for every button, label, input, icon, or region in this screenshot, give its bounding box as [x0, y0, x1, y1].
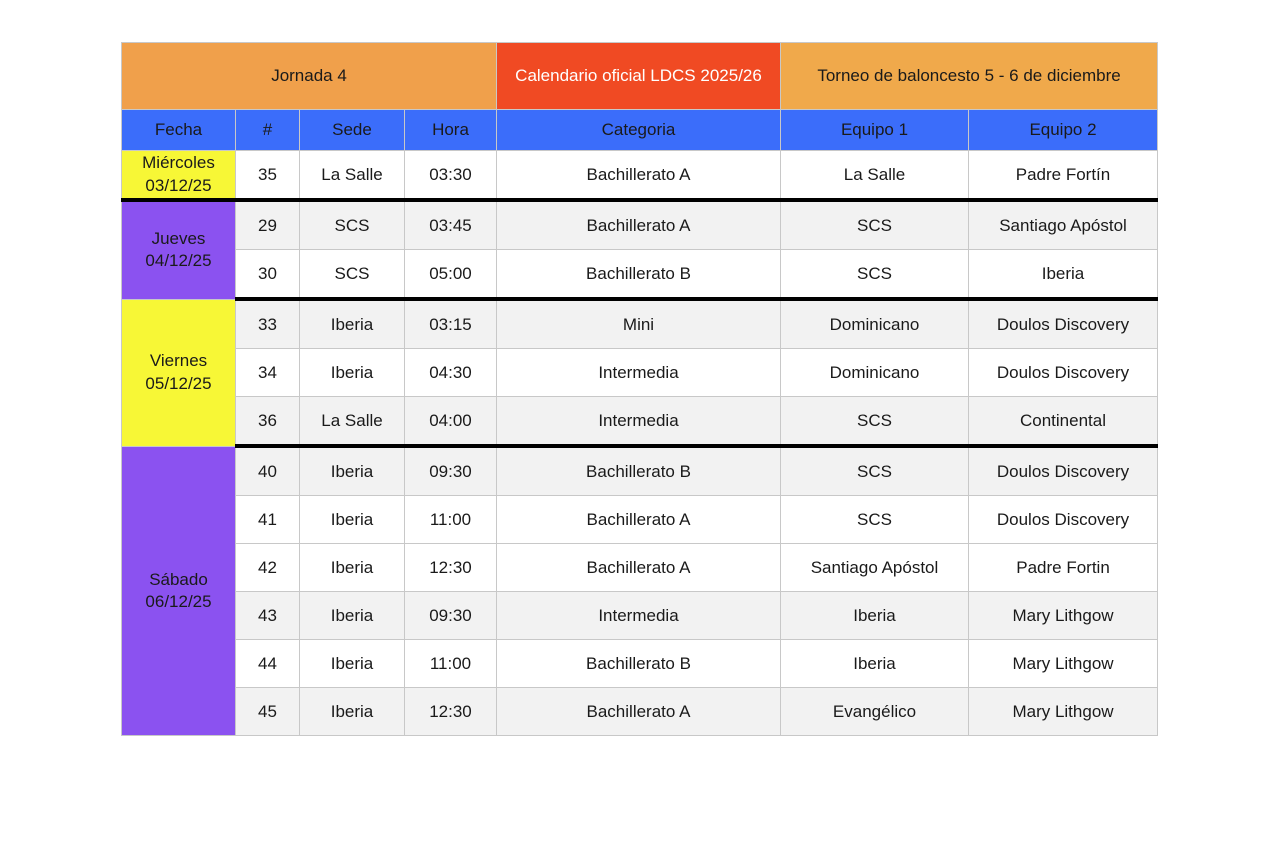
title-row [122, 43, 1158, 110]
game-equipo1: Iberia [781, 640, 969, 688]
game-categoria: Intermedia [497, 349, 781, 397]
game-sede: SCS [300, 250, 405, 300]
game-categoria: Bachillerato A [497, 200, 781, 250]
game-equipo1: Iberia [781, 592, 969, 640]
table-row [122, 151, 1158, 201]
game-equipo2: Mary Lithgow [969, 640, 1158, 688]
game-categoria: Bachillerato A [497, 544, 781, 592]
date-cell [122, 151, 236, 201]
game-categoria: Bachillerato A [497, 496, 781, 544]
game-equipo1: SCS [781, 250, 969, 300]
game-sede: Iberia [300, 592, 405, 640]
game-equipo2: Doulos Discovery [969, 299, 1158, 349]
game-hora: 11:00 [405, 496, 497, 544]
table-row [122, 640, 1158, 688]
game-sede: Iberia [300, 349, 405, 397]
game-sede: Iberia [300, 544, 405, 592]
date-value-label: 03/12/25 [145, 175, 212, 195]
game-hora: 04:00 [405, 397, 497, 447]
game-number: 42 [236, 544, 300, 592]
game-hora: 03:45 [405, 200, 497, 250]
game-categoria: Bachillerato B [497, 640, 781, 688]
game-categoria: Bachillerato A [497, 151, 781, 201]
game-hora: 12:30 [405, 688, 497, 736]
game-sede: Iberia [300, 688, 405, 736]
date-day-label: Jueves [151, 229, 206, 249]
date-day-label: Viernes [149, 351, 208, 371]
game-categoria: Intermedia [497, 592, 781, 640]
jornada-title: Jornada 4 [122, 43, 497, 110]
schedule-table [121, 42, 1158, 736]
game-equipo2: Mary Lithgow [969, 592, 1158, 640]
table-row [122, 200, 1158, 250]
game-number: 34 [236, 349, 300, 397]
game-hora: 03:30 [405, 151, 497, 201]
game-number: 43 [236, 592, 300, 640]
table-head [122, 43, 1158, 151]
game-equipo1: Santiago Apóstol [781, 544, 969, 592]
game-sede: La Salle [300, 151, 405, 201]
torneo-title: Torneo de baloncesto 5 - 6 de diciembre [781, 43, 1158, 110]
game-categoria: Bachillerato B [497, 446, 781, 496]
table-row [122, 446, 1158, 496]
column-header-sede: Sede [300, 110, 405, 151]
game-equipo1: La Salle [781, 151, 969, 201]
column-header-equipo1: Equipo 1 [781, 110, 969, 151]
game-equipo2: Padre Fortin [969, 544, 1158, 592]
table-row [122, 592, 1158, 640]
table-row [122, 250, 1158, 300]
game-equipo2: Doulos Discovery [969, 349, 1158, 397]
table-row [122, 397, 1158, 447]
column-header-categoria: Categoria [497, 110, 781, 151]
game-sede: Iberia [300, 496, 405, 544]
game-categoria: Bachillerato B [497, 250, 781, 300]
game-sede: La Salle [300, 397, 405, 447]
game-equipo2: Iberia [969, 250, 1158, 300]
game-equipo1: SCS [781, 496, 969, 544]
game-categoria: Bachillerato A [497, 688, 781, 736]
game-equipo2: Santiago Apóstol [969, 200, 1158, 250]
game-hora: 05:00 [405, 250, 497, 300]
schedule-table-container [121, 42, 1157, 736]
column-header-row [122, 110, 1158, 151]
table-row [122, 299, 1158, 349]
date-cell [122, 299, 236, 446]
game-equipo1: Dominicano [781, 299, 969, 349]
game-number: 44 [236, 640, 300, 688]
column-header-num: # [236, 110, 300, 151]
table-row [122, 688, 1158, 736]
game-equipo2: Doulos Discovery [969, 446, 1158, 496]
game-hora: 12:30 [405, 544, 497, 592]
date-value-label: 05/12/25 [145, 373, 212, 393]
game-equipo1: Evangélico [781, 688, 969, 736]
game-equipo2: Continental [969, 397, 1158, 447]
table-row [122, 544, 1158, 592]
date-value-label: 04/12/25 [145, 251, 212, 271]
game-hora: 11:00 [405, 640, 497, 688]
game-number: 30 [236, 250, 300, 300]
table-row [122, 496, 1158, 544]
calendar-title: Calendario oficial LDCS 2025/26 [497, 43, 781, 110]
game-equipo2: Mary Lithgow [969, 688, 1158, 736]
game-equipo1: SCS [781, 200, 969, 250]
game-hora: 09:30 [405, 592, 497, 640]
game-number: 29 [236, 200, 300, 250]
game-categoria: Intermedia [497, 397, 781, 447]
game-hora: 03:15 [405, 299, 497, 349]
game-number: 35 [236, 151, 300, 201]
game-categoria: Mini [497, 299, 781, 349]
game-sede: Iberia [300, 446, 405, 496]
game-equipo1: Dominicano [781, 349, 969, 397]
game-equipo2: Padre Fortín [969, 151, 1158, 201]
date-day-label: Sábado [149, 569, 208, 589]
column-header-hora: Hora [405, 110, 497, 151]
date-day-label: Miércoles [142, 153, 215, 173]
game-number: 33 [236, 299, 300, 349]
game-sede: SCS [300, 200, 405, 250]
table-body [122, 151, 1158, 736]
game-sede: Iberia [300, 299, 405, 349]
table-row [122, 349, 1158, 397]
date-value-label: 06/12/25 [145, 591, 212, 611]
game-number: 45 [236, 688, 300, 736]
game-number: 36 [236, 397, 300, 447]
game-hora: 09:30 [405, 446, 497, 496]
date-cell [122, 200, 236, 299]
date-cell [122, 446, 236, 736]
column-header-equipo2: Equipo 2 [969, 110, 1158, 151]
game-equipo1: SCS [781, 397, 969, 447]
game-number: 41 [236, 496, 300, 544]
game-equipo1: SCS [781, 446, 969, 496]
game-sede: Iberia [300, 640, 405, 688]
game-number: 40 [236, 446, 300, 496]
game-hora: 04:30 [405, 349, 497, 397]
game-equipo2: Doulos Discovery [969, 496, 1158, 544]
column-header-fecha: Fecha [122, 110, 236, 151]
